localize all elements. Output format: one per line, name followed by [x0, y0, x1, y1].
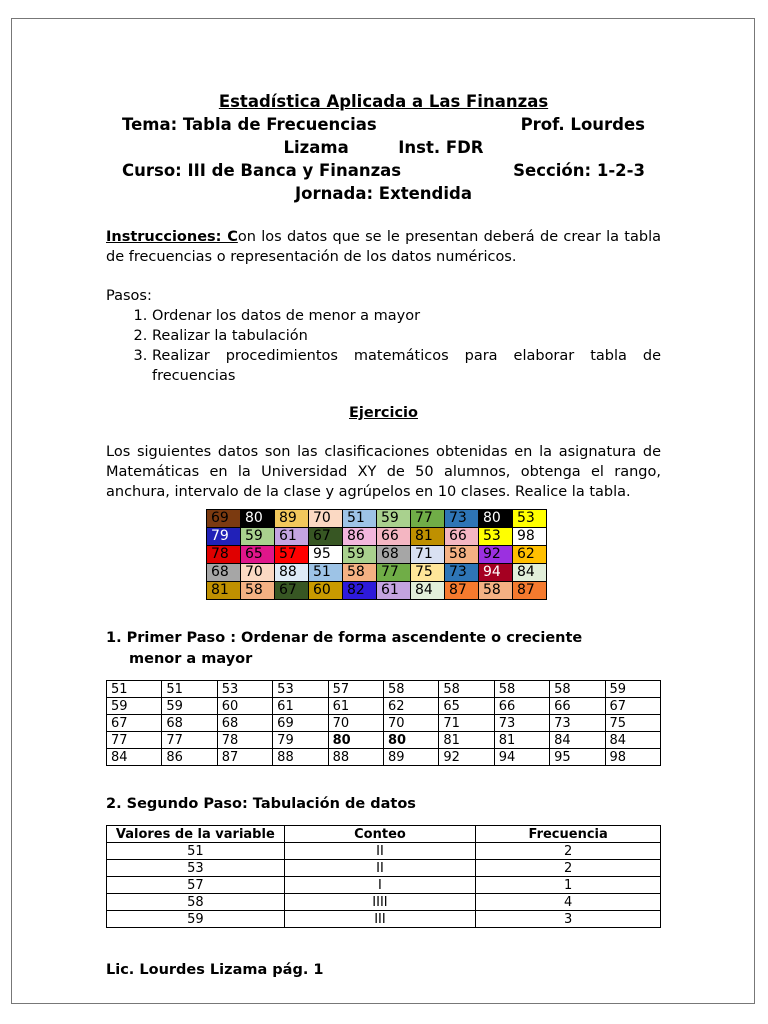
table-cell: 77	[162, 732, 217, 749]
table-row	[107, 698, 661, 715]
ejercicio-heading-wrap	[106, 402, 661, 421]
column-header: Valores de la variable	[107, 826, 285, 843]
table-cell: 61	[328, 698, 383, 715]
table-cell: 57	[275, 546, 309, 564]
table-cell: 81	[494, 732, 549, 749]
table-cell: IIII	[284, 894, 476, 911]
table-cell: 58	[383, 681, 438, 698]
header-row-curso	[106, 159, 661, 182]
table-cell: 59	[377, 510, 411, 528]
table-row	[107, 860, 661, 877]
prof-text: Prof. Lourdes	[520, 115, 645, 134]
table-cell: 70	[328, 715, 383, 732]
table-cell: 84	[550, 732, 605, 749]
table-cell: 67	[605, 698, 660, 715]
table-cell: 60	[217, 698, 272, 715]
table-cell: 58	[107, 894, 285, 911]
table-cell: 61	[273, 698, 328, 715]
table-cell: 2	[476, 860, 661, 877]
table-row	[107, 843, 661, 860]
instructions-text: on los datos que se le presentan deberá de crear la tabla de frecuencias o representación de los datos numéricos.	[106, 229, 661, 265]
table-cell: 3	[476, 911, 661, 928]
table-cell: 59	[107, 698, 162, 715]
table-cell: 57	[328, 681, 383, 698]
table-cell: 89	[383, 749, 438, 766]
paso1-heading	[106, 628, 661, 670]
table-cell: 87	[217, 749, 272, 766]
table-cell: 58	[343, 564, 377, 582]
table-cell: 59	[241, 528, 275, 546]
table-cell: 80	[328, 732, 383, 749]
table-row	[207, 564, 547, 582]
table-cell: 84	[411, 582, 445, 600]
table-row	[207, 510, 547, 528]
document-title: Estadística Aplicada a Las Finanzas	[218, 92, 549, 111]
table-cell: 88	[328, 749, 383, 766]
list-item: 3. Realizar procedimientos matemáticos para elaborar tabla de frecuencias	[152, 346, 661, 386]
table-cell: 1	[476, 877, 661, 894]
table-cell: 68	[162, 715, 217, 732]
table-cell: 53	[479, 528, 513, 546]
pasos-list	[106, 306, 661, 386]
table-cell: 77	[411, 510, 445, 528]
table-cell: 80	[241, 510, 275, 528]
sorted-table	[106, 680, 661, 766]
table-cell: 71	[411, 546, 445, 564]
table-cell: 70	[383, 715, 438, 732]
table-cell: 66	[550, 698, 605, 715]
table-cell: 68	[217, 715, 272, 732]
table-cell: 79	[273, 732, 328, 749]
table-cell: 58	[439, 681, 494, 698]
table-cell: 82	[343, 582, 377, 600]
ejercicio-paragraph: Los siguientes datos son las clasificaciones obtenidas en la asignatura de Matemáticas en la Universidad XY de 50 alumnos, obtenga el rango, anchura, intervalo de la clase y agrúpelos en 10 clases. Realice la tabla.	[106, 444, 661, 500]
header-block	[106, 90, 661, 205]
table-cell: 73	[445, 564, 479, 582]
table-cell: 60	[309, 582, 343, 600]
table-cell: 84	[605, 732, 660, 749]
table-cell: 59	[107, 911, 285, 928]
table-cell: 68	[207, 564, 241, 582]
table-cell: 94	[479, 564, 513, 582]
table-cell: 70	[309, 510, 343, 528]
pasos-section	[106, 286, 661, 386]
table-cell: 58	[445, 546, 479, 564]
table-cell: 66	[377, 528, 411, 546]
table-cell: 66	[445, 528, 479, 546]
table-cell: 53	[217, 681, 272, 698]
paso1-heading-line2: menor a mayor	[129, 651, 253, 667]
table-cell: 70	[241, 564, 275, 582]
table-row	[207, 582, 547, 600]
table-cell: 59	[162, 698, 217, 715]
table-cell: 77	[377, 564, 411, 582]
header-row-lizama	[106, 136, 661, 159]
paso2-heading: 2. Segundo Paso: Tabulación de datos	[106, 796, 416, 812]
table-row	[107, 681, 661, 698]
list-item: 2. Realizar la tabulación	[152, 326, 661, 346]
table-cell: 51	[309, 564, 343, 582]
table-cell: 87	[445, 582, 479, 600]
table-cell: 81	[411, 528, 445, 546]
table-cell: 51	[107, 843, 285, 860]
seccion-text: Sección: 1-2-3	[513, 161, 645, 180]
table-cell: II	[284, 843, 476, 860]
tabulation-table	[106, 825, 661, 928]
table-cell: 67	[275, 582, 309, 600]
table-row	[107, 877, 661, 894]
table-cell: 88	[275, 564, 309, 582]
table-cell: 75	[605, 715, 660, 732]
table-cell: 61	[275, 528, 309, 546]
table-cell: 58	[479, 582, 513, 600]
table-cell: 78	[217, 732, 272, 749]
table-row	[107, 911, 661, 928]
table-cell: 62	[383, 698, 438, 715]
table-cell: 89	[275, 510, 309, 528]
table-cell: 73	[494, 715, 549, 732]
table-cell: 92	[479, 546, 513, 564]
table-row	[107, 732, 661, 749]
table-row	[107, 749, 661, 766]
table-cell: 61	[377, 582, 411, 600]
table-cell: 69	[207, 510, 241, 528]
table-cell: 94	[494, 749, 549, 766]
column-header: Conteo	[284, 826, 476, 843]
table-cell: 66	[494, 698, 549, 715]
tema-text: Tema: Tabla de Frecuencias	[122, 115, 377, 134]
table-cell: III	[284, 911, 476, 928]
table-cell: 80	[479, 510, 513, 528]
table-cell: I	[284, 877, 476, 894]
table-row	[107, 715, 661, 732]
table-cell: 68	[377, 546, 411, 564]
inst-text: Inst. FDR	[398, 138, 484, 157]
table-cell: 98	[605, 749, 660, 766]
pasos-label: Pasos:	[106, 288, 152, 304]
table-cell: 75	[411, 564, 445, 582]
table-cell: 65	[241, 546, 275, 564]
instructions-label: Instrucciones: C	[106, 229, 238, 245]
table-row	[107, 894, 661, 911]
table-cell: 62	[513, 546, 547, 564]
jornada-text: Jornada: Extendida	[295, 184, 472, 203]
table-cell: 58	[550, 681, 605, 698]
table-cell: 2	[476, 843, 661, 860]
data-grid-table	[206, 509, 547, 600]
footer-text: Lic. Lourdes Lizama pág. 1	[106, 962, 324, 978]
table-cell: 87	[513, 582, 547, 600]
table-cell: 78	[207, 546, 241, 564]
table-cell: 84	[107, 749, 162, 766]
table-row	[207, 546, 547, 564]
table-cell: 79	[207, 528, 241, 546]
table-header-row	[107, 826, 661, 843]
paso1-heading-line1: 1. Primer Paso : Ordenar de forma ascendente o creciente	[106, 630, 583, 646]
table-cell: 67	[107, 715, 162, 732]
table-cell: 95	[309, 546, 343, 564]
table-cell: 84	[513, 564, 547, 582]
table-cell: 73	[445, 510, 479, 528]
table-cell: 51	[343, 510, 377, 528]
table-cell: 51	[162, 681, 217, 698]
table-cell: 92	[439, 749, 494, 766]
table-cell: 59	[605, 681, 660, 698]
list-item: 1. Ordenar los datos de menor a mayor	[152, 306, 661, 326]
table-cell: 77	[107, 732, 162, 749]
table-cell: 4	[476, 894, 661, 911]
table-cell: II	[284, 860, 476, 877]
table-cell: 69	[273, 715, 328, 732]
lizama-text: Lizama	[283, 138, 349, 157]
table-cell: 98	[513, 528, 547, 546]
table-cell: 67	[309, 528, 343, 546]
column-header: Frecuencia	[476, 826, 661, 843]
table-cell: 58	[241, 582, 275, 600]
table-cell: 53	[513, 510, 547, 528]
table-row	[207, 528, 547, 546]
table-cell: 65	[439, 698, 494, 715]
table-cell: 86	[162, 749, 217, 766]
table-cell: 81	[439, 732, 494, 749]
table-cell: 59	[343, 546, 377, 564]
table-cell: 73	[550, 715, 605, 732]
table-cell: 86	[343, 528, 377, 546]
table-cell: 51	[107, 681, 162, 698]
ejercicio-heading: Ejercicio	[349, 405, 418, 421]
table-cell: 71	[439, 715, 494, 732]
curso-text: Curso: III de Banca y Finanzas	[122, 161, 402, 180]
instructions-paragraph	[106, 227, 661, 267]
table-cell: 80	[383, 732, 438, 749]
table-cell: 57	[107, 877, 285, 894]
table-cell: 81	[207, 582, 241, 600]
table-cell: 95	[550, 749, 605, 766]
table-cell: 88	[273, 749, 328, 766]
header-row-tema	[106, 113, 661, 136]
table-cell: 53	[107, 860, 285, 877]
table-cell: 58	[494, 681, 549, 698]
table-cell: 53	[273, 681, 328, 698]
